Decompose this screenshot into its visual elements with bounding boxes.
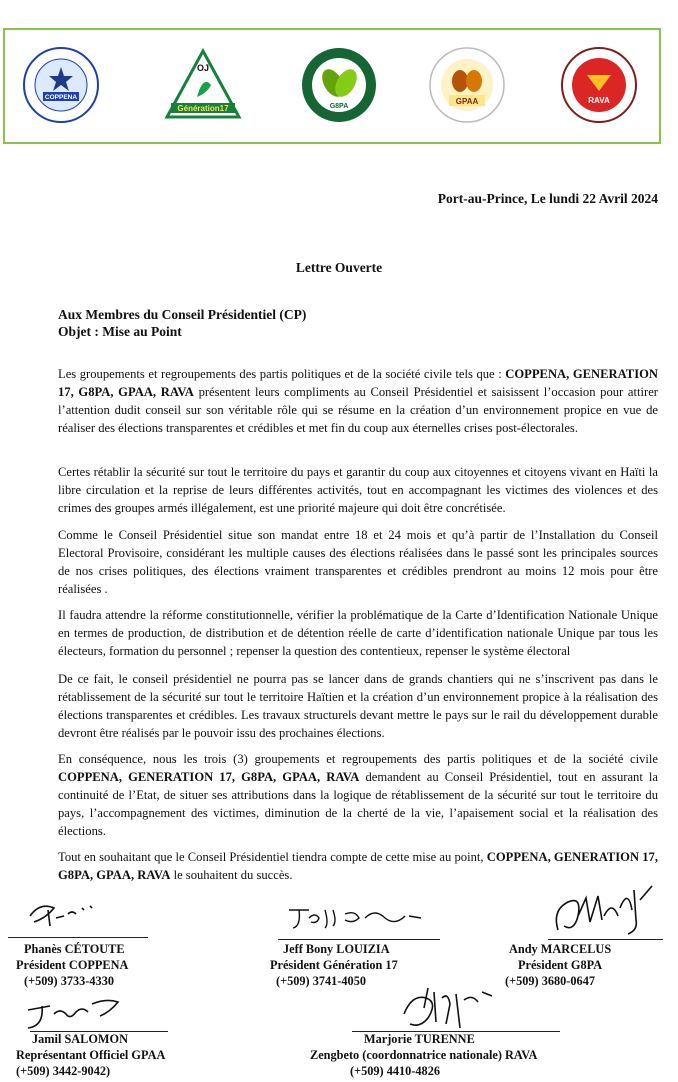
signatory-4-name: Jamil SALOMON — [32, 1032, 128, 1046]
svg-text:Génération17: Génération17 — [177, 104, 229, 113]
signatory-2-phone: (+509) 3741-4050 — [276, 974, 366, 988]
signatory-2-role: Président Génération 17 — [270, 958, 398, 972]
paragraph-5: De ce fait, le conseil présidentiel ne pourra pas se lancer dans de grands chantiers qui ne s’inscrivent pas dans le rétablissement de la sécurité sur tout le territoire Haïtien et la création d’un environnement propice à la réalisation des élections transparentes et crédibles. Les travaux structurels devant mettre le pays sur le rail du développement durable devront être réalisés par le pouvoir issu des prochaines élections. — [58, 672, 658, 740]
signatory-3-phone: (+509) 3680-0647 — [505, 974, 595, 988]
letter-recipient: Aux Membres du Conseil Présidentiel (CP) — [58, 307, 307, 322]
signatory-5-role: Zengbeto (coordonnatrice nationale) RAVA — [310, 1048, 538, 1062]
paragraph-6: En conséquence, nous les trois (3) groupements et regroupements des partis politiques et de la société civile COPPENA, GENERATION 17, G8PA, GPAA, RAVA demandent au Conseil Présidentiel, tout en assurant la continuité de l’Etat, de situer ses attributions dans la logique de rétablissement de la sécurité sur tout le territoire du pays, l’accompagnement des victimes, diminution de la cherté de la vie, l’apaisement social et la réalisation des élections. — [58, 752, 658, 838]
gpaa-logo — [427, 45, 507, 125]
signatory-1-name: Phanès CÉTOUTE — [24, 942, 125, 956]
signatory-1 — [16, 941, 129, 989]
signature-line-1 — [8, 937, 148, 938]
coppena-logo — [21, 45, 101, 125]
signatory-2 — [270, 941, 398, 989]
svg-text:G8PA: G8PA — [329, 103, 349, 110]
signatory-1-role: Président COPPENA — [16, 958, 129, 972]
signatory-4-phone: (+509) 3442-9042) — [16, 1064, 111, 1078]
signature-line-2 — [278, 939, 440, 940]
paragraph-3: Comme le Conseil Présidentiel situe son mandat entre 18 et 24 mois et qu’à partir de l’Installation du Conseil Electoral Provisoire, considérant les multiple causes des élections réalisées dans le passé sont les principales sources de nos crises politiques, des élections vraiment transparentes et crédibles prendront au moins 12 mois pour être réalisées . — [58, 528, 658, 596]
svg-text:RAVA: RAVA — [588, 96, 610, 105]
signatory-5 — [310, 1031, 538, 1079]
letter-date: Port-au-Prince, Le lundi 22 Avril 2024 — [437, 191, 658, 206]
paragraph-4: Il faudra attendre la réforme constitutionnelle, vérifier la problématique de la Carte d’Identification Nationale Unique en termes de production, de distribution et de détention réelle de carte d’identification nationale Unique par tous les électeurs, formation du personnel ; repenser la question des contentieux, repenser le système électoral — [58, 608, 658, 658]
signatory-2-name: Jeff Bony LOUIZIA — [283, 942, 390, 956]
signatory-1-phone: (+509) 3733-4330 — [24, 974, 114, 988]
generation17-logo — [163, 45, 243, 125]
logo-banner — [3, 28, 661, 144]
g8pa-logo — [299, 45, 379, 125]
signature-louizia — [285, 904, 425, 934]
signature-salomon — [20, 996, 130, 1032]
signatory-4-role: Représentant Officiel GPAA — [16, 1048, 166, 1062]
signatory-4 — [16, 1031, 166, 1079]
letter-subject: Objet : Mise au Point — [58, 324, 182, 339]
signatory-3 — [505, 941, 612, 989]
svg-text:GPAA: GPAA — [455, 97, 479, 106]
paragraph-7: Tout en souhaitant que le Conseil Présidentiel tiendra compte de cette mise au point, COPPENA, GENERATION 17, G8PA, GPAA, RAVA le souhaitent du succès. — [58, 850, 658, 882]
signature-line-3 — [548, 939, 663, 940]
paragraph-1: Les groupements et regroupements des partis politiques et de la société civile tels que : COPPENA, GENERATION 17, G8PA, GPAA, RAVA présentent leurs compliments au Conseil Présidentiel et saisissent l’occasion pour attirer l’attention dudit conseil sur son véritable rôle qui se résume en la création d’un environnement propice en vue de réaliser des élections transparentes et crédibles et met fin du coup aux éternelles crises post-électorales. — [58, 367, 658, 435]
letter-title: Lettre Ouverte — [295, 260, 383, 275]
signatory-3-role: Président G8PA — [518, 958, 603, 972]
signature-turenne — [398, 984, 498, 1036]
svg-text:OJ: OJ — [196, 63, 210, 73]
rava-logo — [559, 45, 639, 125]
paragraph-2: Certes rétablir la sécurité sur tout le territoire du pays et garantir du coup aux citoyennes et citoyens vivant en Haïti la libre circulation et la reprise de leurs différentes activités, tout en accompagnant les victimes des violences et des crimes des groupes armés illégalement, est une priorité majeure qui doit être concrétisée. — [58, 465, 658, 515]
signatory-5-phone: (+509) 4410-4826 — [350, 1064, 440, 1078]
letter-recipient-block — [58, 306, 306, 340]
signature-cetoute — [20, 896, 100, 932]
signature-marcelus — [548, 880, 658, 942]
svg-text:COPPENA: COPPENA — [44, 94, 78, 101]
signatory-5-name: Marjorie TURENNE — [364, 1032, 475, 1046]
signatory-3-name: Andy MARCELUS — [509, 942, 612, 956]
